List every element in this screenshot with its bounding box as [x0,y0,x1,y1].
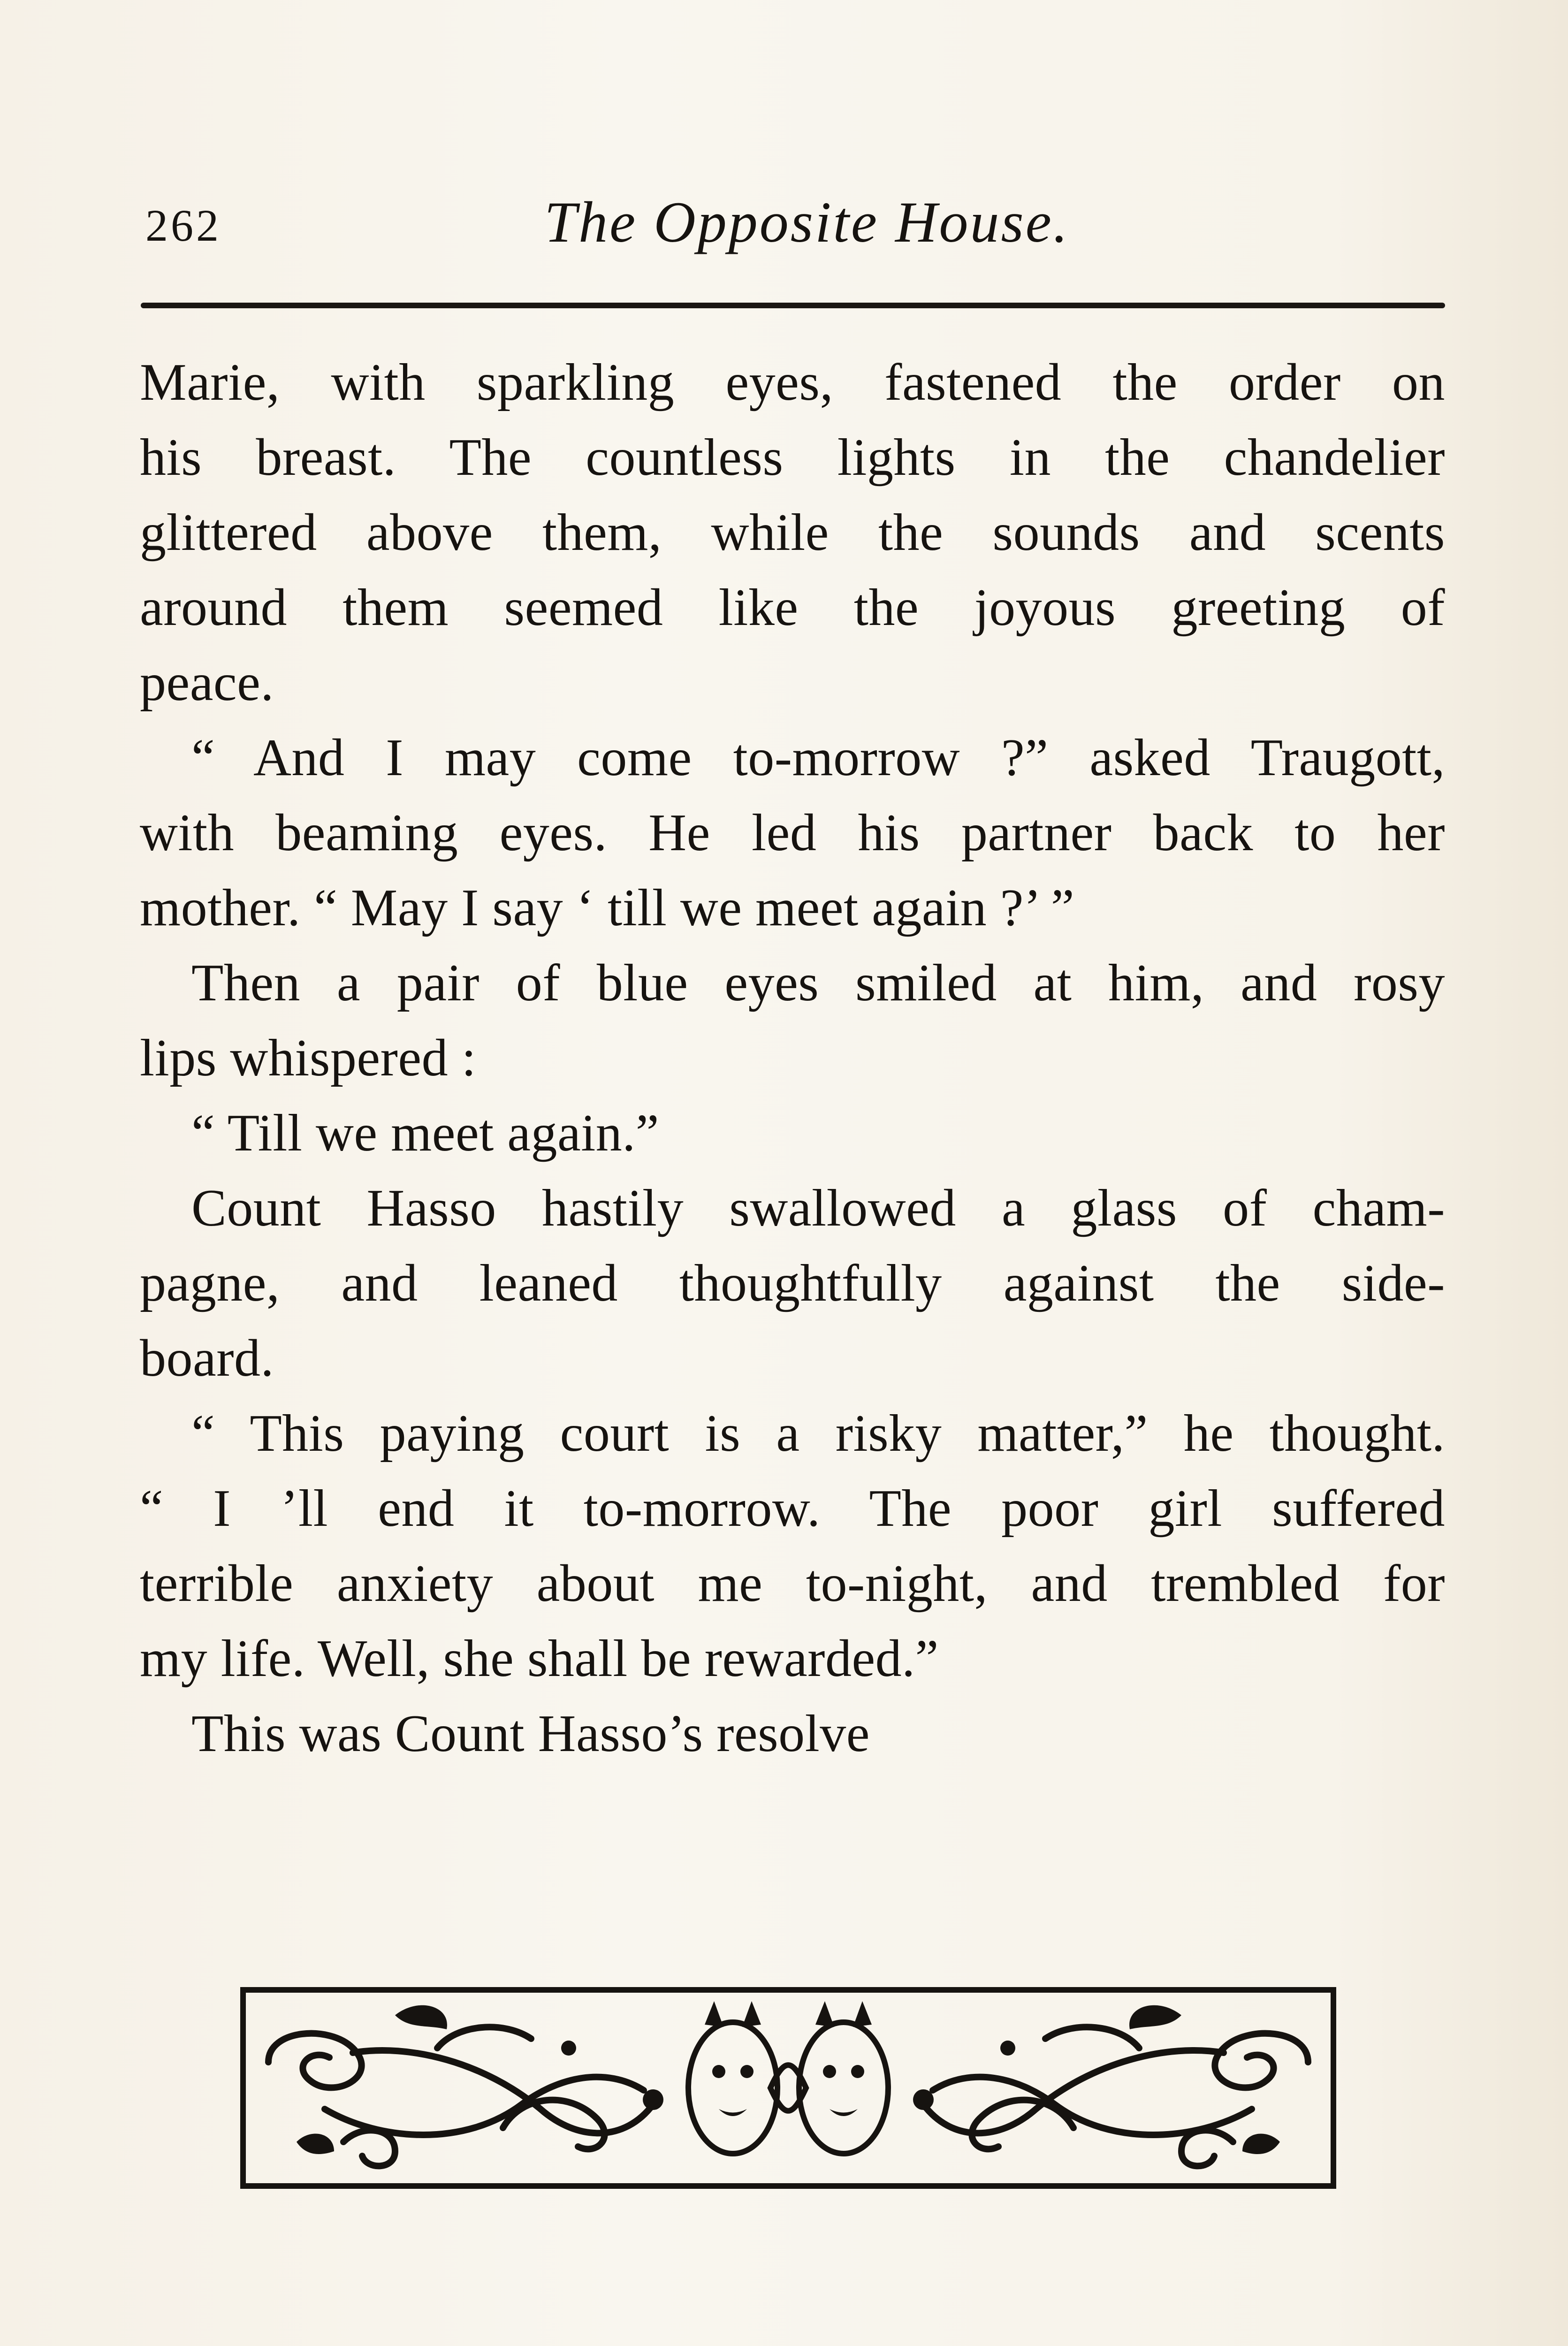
text-line: my life. Well, she shall be rewarded.” [140,1630,939,1688]
text-line: Count Hasso hastily swallowed a glass of cham- [191,1179,1445,1237]
text-line: Marie, with sparkling eyes, fastened the order on [140,353,1445,411]
text-line: “ I ’ll end it to-morrow. The poor girl suffered [140,1479,1445,1538]
text-line: “ This paying court is a risky matter,” he thought. [191,1404,1445,1462]
text-line: peace. [140,654,274,712]
text-line: lips whispered : [140,1029,477,1087]
text-line: board. [140,1329,274,1387]
book-title: The Opposite House. [544,190,1070,254]
body-text [140,345,1445,1771]
text-line: “ And I may come to-morrow ?” asked Traugott, [191,729,1445,787]
text-line: glittered above them, while the sounds and scents [140,503,1445,562]
text-line: This was Count Hasso’s resolve [191,1705,870,1763]
text-line: terrible anxiety about me to-night, and trembled for [140,1554,1445,1613]
header-rule [141,303,1445,308]
text-line: pagne, and leaned thoughtfully against the side- [140,1254,1445,1312]
page-number: 262 [145,200,221,251]
ornament-tailpiece [240,1987,1336,2189]
grotesque-mask-scroll-icon [240,1987,1336,2189]
running-head [141,185,1445,279]
text-line: mother. “ May I say ‘ till we meet again ?’ ” [140,879,1075,937]
text-line: around them seemed like the joyous greeting of [140,579,1445,637]
text-line: his breast. The countless lights in the chandelier [140,428,1445,487]
text-line: with beaming eyes. He led his partner back to her [140,804,1445,862]
text-line: “ Till we meet again.” [191,1104,660,1162]
text-line: Then a pair of blue eyes smiled at him, and rosy [191,954,1445,1012]
